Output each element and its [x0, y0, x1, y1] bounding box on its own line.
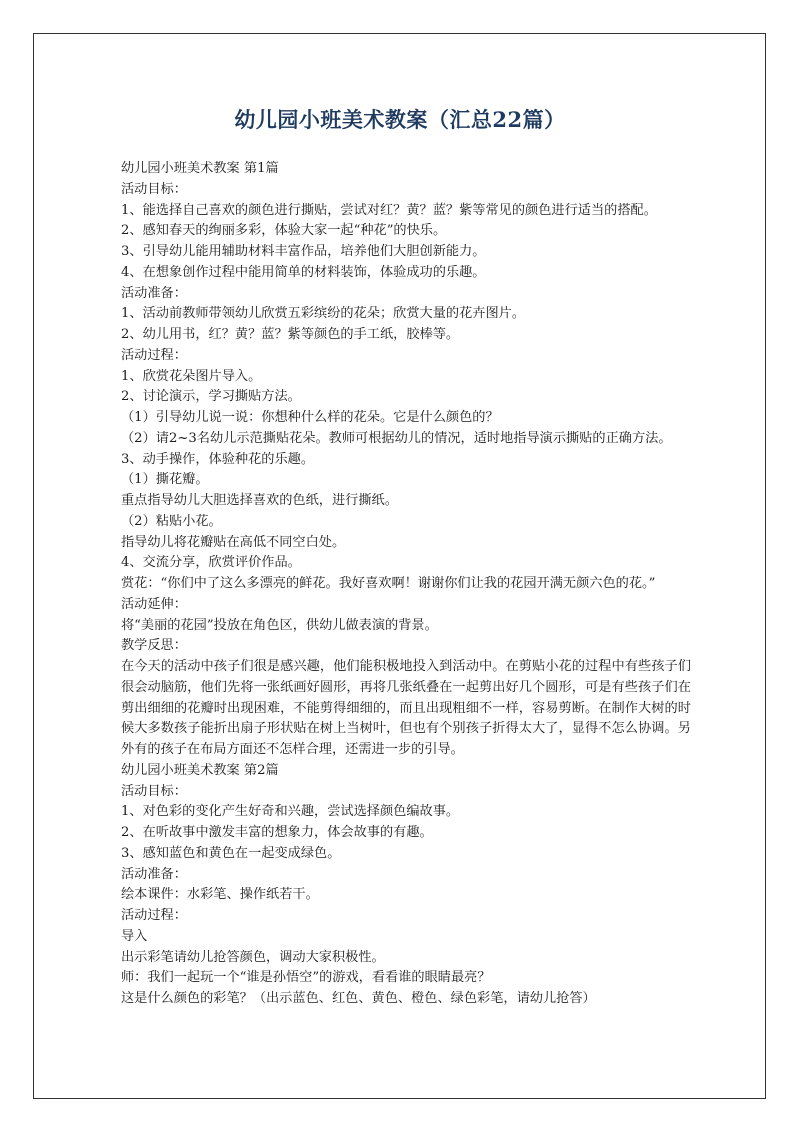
text-line: 1、欣赏花朵图片导入。: [121, 368, 262, 384]
text-line: 2、幼儿用书，红？黄？蓝？紫等颜色的手工纸，胶棒等。: [121, 327, 460, 342]
text-line: 3、感知蓝色和黄色在一起变成绿色。: [121, 845, 341, 861]
text-line: 绘本课件：水彩笔、操作纸若干。: [121, 887, 319, 903]
text-line: 活动目标：: [121, 783, 187, 799]
text-line: 指导幼儿将花瓣贴在高低不同空白处。: [121, 534, 346, 550]
text-line: 活动准备：: [121, 285, 187, 301]
text-line: 教学反思：: [121, 638, 187, 654]
text-line: 赏花：“你们中了这么多漂亮的鲜花。我好喜欢啊！谢谢你们让我的花园开满无颜六色的花。”: [121, 576, 656, 591]
text-line: 活动延伸：: [121, 596, 187, 612]
text-line: 2、感知春天的绚丽多彩，体验大家一起“种花”的快乐。: [121, 223, 447, 239]
text-line: 1、活动前教师带领幼儿欣赏五彩缤纷的花朵；欣赏大量的花卉图片。: [121, 306, 526, 322]
text-line: 3、动手操作，体验种花的乐趣。: [121, 451, 315, 467]
text-line: 重点指导幼儿大胆选择喜欢的色纸，进行撕纸。: [121, 493, 398, 508]
text-line: 3、引导幼儿能用辅助材料丰富作品，培养他们大胆创新能力。: [121, 244, 486, 259]
text-line: 4、在想象创作过程中能用简单的材料装饰，体验成功的乐趣。: [121, 264, 486, 280]
text-line: 幼儿园小班美术教案 第2篇: [121, 762, 279, 778]
text-line: 活动过程：: [121, 347, 187, 363]
text-line: 1、能选择自己喜欢的颜色进行撕贴，尝试对红？黄？蓝？紫等常见的颜色进行适当的搭配。: [121, 202, 657, 218]
text-line: 2、讨论演示，学习撕贴方法。: [121, 389, 301, 405]
text-line: 活动目标：: [121, 181, 187, 197]
text-line: （1）引导幼儿说一说：你想种什么样的花朵。它是什么颜色的？: [121, 410, 499, 425]
text-line: 1、对色彩的变化产生好奇和兴趣，尝试选择颜色编故事。: [121, 804, 460, 820]
text-line: 将“美丽的花园”投放在角色区，供幼儿做表演的背景。: [121, 617, 438, 633]
text-line: （2）粘贴小花。: [121, 513, 222, 529]
document-body: [121, 159, 691, 1010]
lesson-1-lines: [121, 159, 691, 657]
text-line: 活动准备：: [121, 866, 187, 882]
document-title: 幼儿园小班美术教案（汇总22篇）: [234, 107, 566, 132]
text-line: 师：我们一起玩一个“谁是孙悟空”的游戏，看看谁的眼睛最亮？: [121, 970, 491, 986]
text-line: （2）请2~3名幼儿示范撕贴花朵。教师可根据幼儿的情况，适时地指导演示撕贴的正确方法。: [121, 430, 672, 446]
text-line: 这是什么颜色的彩笔？（出示蓝色、红色、黄色、橙色、绿色彩笔，请幼儿抢答）: [121, 991, 596, 1006]
lesson-2-lines: [121, 761, 691, 1010]
text-line: 2、在听故事中激发丰富的想象力，体会故事的有趣。: [121, 825, 433, 840]
text-line: 4、交流分享，欣赏评价作品。: [121, 555, 301, 571]
text-line: 活动过程：: [121, 908, 187, 923]
teaching-reflection-paragraph: 在今天的活动中孩子们很是感兴趣，他们能积极地投入到活动中。在剪贴小花的过程中有些孩子们很会动脑筋，他们先将一张纸画好圆形，再将几张纸叠在一起剪出好几个圆形，可是有些孩子们在剪出细细的花瓣时出现困难，不能剪得细细的，而且出现粗细不一样，容易剪断。在制作大树的时候大多数孩子能折出扇子形状贴在树上当树叶，但也有个别孩子折得太大了，显得不怎么协调。另外有的孩子在布局方面还不怎样合理，还需进一步的引导。: [121, 659, 691, 757]
text-line: （1）撕花瓣。: [121, 472, 209, 488]
text-line: 幼儿园小班美术教案 第1篇: [121, 161, 279, 176]
text-line: 出示彩笔请幼儿抢答颜色，调动大家积极性。: [121, 949, 385, 965]
text-line: 导入: [121, 928, 148, 944]
